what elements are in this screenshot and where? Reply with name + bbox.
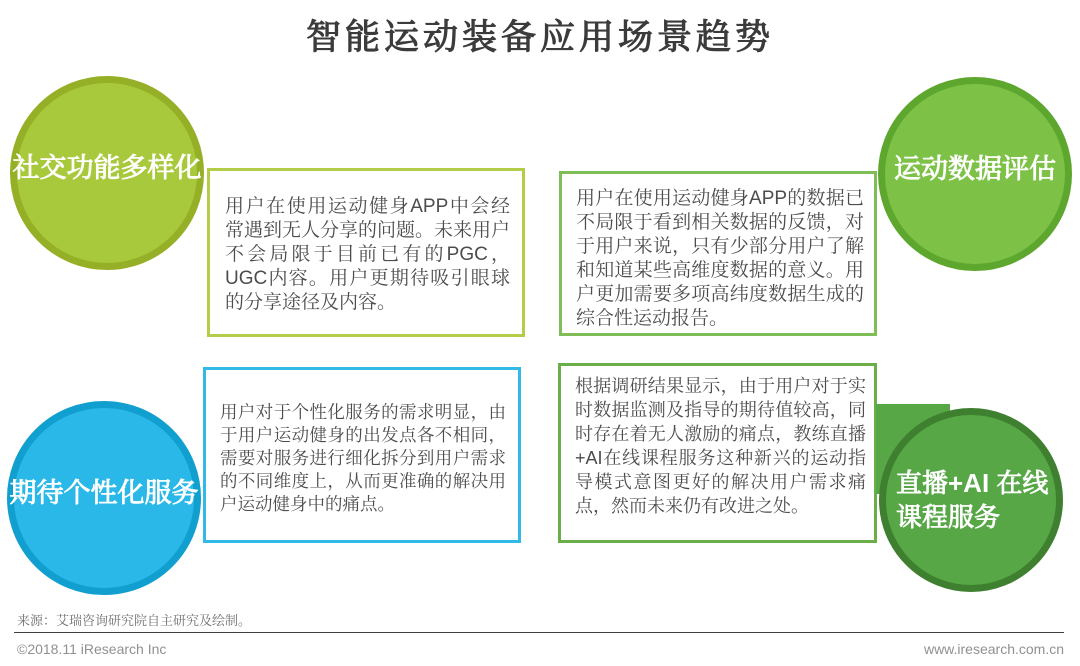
topic-label-live-ai-line1: 直播+AI 在线 (896, 468, 1049, 498)
topic-circle-social (10, 76, 204, 270)
page-title: 智能运动装备应用场景趋势 (305, 18, 774, 57)
source-note: 来源：艾瑞咨询研究院自主研究及绘制。 (17, 613, 252, 628)
note-box-data-eval (559, 171, 877, 336)
footer-divider (14, 632, 1064, 633)
topic-label-social: 社交功能多样化 (12, 152, 202, 183)
note-box-live-ai (558, 363, 877, 543)
note-text-data-eval: 用户在使用运动健身APP的数据已不局限于看到相关数据的反馈，对于用户来说，只有少部分用户了解和知道某些高维度数据的意义。用户更加需要多项高纬度数据生成的综合性运动报告。 (576, 188, 864, 329)
note-box-personalized (203, 367, 521, 543)
note-text-personalized: 用户对于个性化服务的需求明显，由于用户运动健身的出发点各不相同，需要对服务进行细化拆分到用户需求的不同维度上，从而更准确的解决用户运动健身中的痛点。 (220, 402, 506, 514)
topic-circle-data-eval (878, 77, 1072, 271)
copyright-text: ©2018.11 iResearch Inc (17, 641, 167, 657)
note-text-live-ai: 根据调研结果显示，由于用户对于实时数据监测及指导的期待值较高，同时存在着无人激励的痛点，教练直播+AI在线课程服务这种新兴的运动指导模式意图更好的解决用户需求痛点，然而未来仍有改进之处。 (575, 376, 866, 516)
topic-label-live-ai-line2: 课程服务 (896, 502, 1001, 532)
website-link: www.iresearch.com.cn (923, 641, 1064, 657)
topic-circle-personalized (7, 401, 201, 595)
note-text-social: 用户在使用运动健身APP中会经常遇到无人分享的问题。未来用户不会局限于目前已有的PGC，UGC内容。用户更期待吸引眼球的分享途径及内容。 (225, 196, 511, 313)
topic-label-personalized: 期待个性化服务 (9, 477, 199, 508)
topic-circle-live-ai (879, 408, 1063, 592)
topic-label-data-eval: 运动数据评估 (894, 153, 1056, 184)
note-box-social (207, 168, 525, 337)
